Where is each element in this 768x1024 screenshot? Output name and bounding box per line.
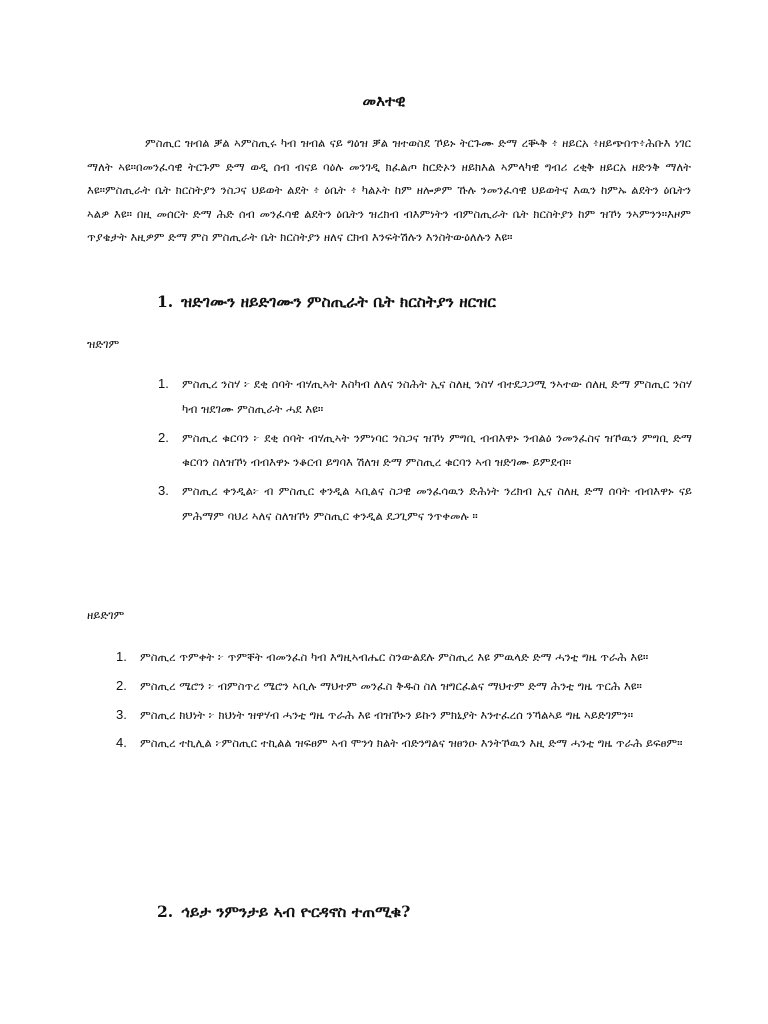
list-item-text: ምስጢረ ክህነት ፦ ክህነት ዝዋሃብ ሓንቲ ግዜ ጥራሕ እዩ ብዝኾኑን ይኩን ምክኒያት እንተፈረሰ ንኻልኣይ ግዜ ኣይድገምን። [140,707,634,722]
section-heading-2 [157,902,410,922]
list-item-number: 2. [116,677,127,693]
list-item-number: 1. [116,649,127,664]
group-label-non-repeatable: ዘይድገም [87,608,125,622]
list-item [158,479,692,529]
list-item-text: ምስጢረ ንስሃ ፦ ደቂ ሰባት ብሃጢኣት እስካብ ለለና ንስሕት ኢና ስለዚ ንስሃ ብተደጋጋሚ ንኣተው ሰለዚ ድማ ምስጢር ንስሃ ካብ ዝደገሙ ምስጢራት ሓደ እዩ። [182,377,692,416]
list-item [158,426,692,476]
list-item-number: 3. [116,706,127,722]
list-item-number: 1. [158,376,169,391]
section-title: ዝድገሙን ዘይድገሙን ምስጢራት ቤት ክርስትያን ዘርዝር [181,292,496,311]
intro-paragraph: ምስጢር ዝብል ቓል ኣምስጢሩ ካብ ዝብል ናይ ግዕዝ ቓል ዝተወስደ ኾይኑ ትርጉሙ ድማ ረቚቅ ፥ ዘይርአ ፥ዘይጭበጥ፥ሕቡእ ነገር ማለት ኣዩ።በመንፈሳዊ ትርጉም ድማ ወዲ ሰብ ብናይ ባዕሉ መንገዲ ክፈልጦ ከርድኦን ዘይክእል ኣምላካዊ ግብሪ ረቂቅ ዘይርአ ዘድንቅ ማለት እዩ።ምስጢራት ቤት ክርስትያን ንስጋና ህይወት ልደት ፥ ዕቤት ፥ ካልኦት ከም ዘሎዎም ኹሉ ንመንፈሳዊ ህይወትና እዉን ከምኡ ልደትን ዕቤትን ኣልዎ እዩ። በዚ መሰርት ድማ ሕድ ሰብ መንፈሳዊ ልደትን ዕቤትን ዝረክብ ብእምነትን ብምስጢራት ቤት ክርስትያን ከም ዝኾነ ንኣምንን።እዞም ጥያቄታት እዚዎም ድማ ምስ ምስጢራት ቤት ክርስትያን ዘለና ርክብ እንፍትሽሉን እንስትውዕለሉን እዩ። [87,136,691,245]
list-item-number: 3. [158,483,169,499]
list-item-number: 2. [158,429,169,445]
list-item-number: 4. [116,735,127,751]
list-item-text: ምስጢረ ቁርባን ፦ ደቂ ሰባት ብሃጢኣት ንምነባር ንስጋና ዝኾነ ምግቢ ብብእዋኑ ንብልዕ ንመንፈስና ዝኾዉን ምግቢ ድማ ቁርባን ስለዝኾነ ብብእዋኑ ንቆርብ ይግባእ ሽለዝ ድማ ምስጢረ ቁርባን ኣብ ዝድገሙ ይምደብ። [182,430,692,470]
list-item-text: ምስጢረ ሜሮን ፦ ብምስጥረ ሜሮን ኣቢሉ ማህተም መንፈስ ቅዱስ ስለ ዝግርፈልና ማህተም ድማ ሕንቲ ግዜ ጥርሕ እዩ። [140,678,642,693]
list-item-text: ምስጢረ ጥምቀት ፦ ጥምቐት ብመንፈስ ካብ እግዚኣብሔር ስንውልደሉ ምስጢረ እዩ ምዉላድ ድማ ሓንቲ ግዜ ጥራሕ እዩ። [140,650,649,664]
list-item [116,731,692,756]
group-label-repeatable: ዝድገም [87,337,120,351]
section-number: 2. [157,902,174,921]
section-heading-1 [157,292,496,312]
list-item [158,372,692,422]
section-title: ኅይታ ንምንታይ ኣብ ዮርዳኖስ ተጠሚቁ? [181,902,411,921]
repeatable-sacraments-list [158,372,692,533]
document-title: መእተዊ [362,92,406,110]
list-item [116,645,692,670]
section-number: 1. [157,292,174,311]
list-item-text: ምስጢረ ቀንዲል፦ ብ ምስጢር ቀንዲል ኣቢልና ስጋዊ መንፈሳዉን ድሕነት ንረክብ ኢና ስለዚ ድማ ሰባት ብብእዋኑ ናይ ምሕማም ባህሪ ኣለና ስለዝኾነ ምስጢር ቀንዲል ደጋጊምና ንጥቀመሉ ። [182,484,692,523]
non-repeatable-sacraments-list [116,645,692,760]
list-item-text: ምስጢረ ተኪሊል ፦ምስጢር ተኪልል ዝፍፀም ኣብ ሞንጎ ክልት ብድንግልና ዝፀንዑ እንትኾዉን እዚ ድማ ሓንቲ ግዜ ጥራሕ ይፍፀም። [140,736,683,751]
list-item [116,703,692,728]
list-item [116,674,692,699]
